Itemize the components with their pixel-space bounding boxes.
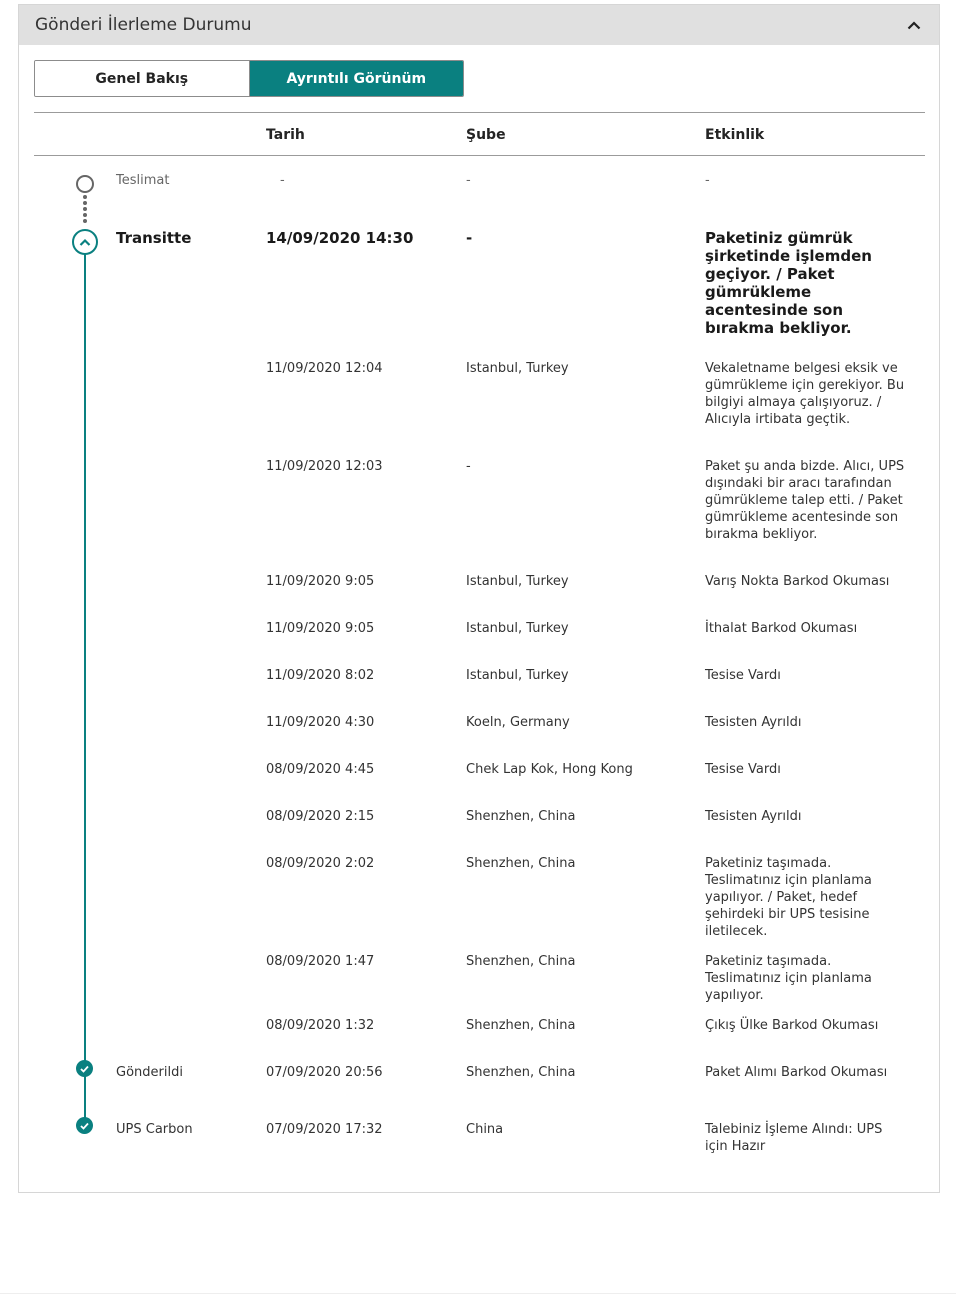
event-branch: - [466,459,471,474]
check-circle-icon [76,1060,93,1077]
event-activity: Talebiniz İşleme Alındı: UPS için Hazır [705,1122,883,1154]
column-activity: Etkinlik [705,127,765,143]
detail-view-button[interactable]: Ayrıntılı Görünüm [249,61,464,96]
event-date: 08/09/2020 1:47 [266,954,375,969]
event-branch: Shenzhen, China [466,809,576,824]
overview-button[interactable]: Genel Bakış [35,61,249,96]
event-activity: Paketiniz taşımada. Teslimatınız için planlama yapılıyor. / Paket, hedef şehirdeki bir UPS tesisine iletilecek. [705,856,872,939]
event-date: 07/09/2020 17:32 [266,1122,383,1137]
shipment-progress-card [18,4,940,1193]
step-label-shipped: Gönderildi [116,1065,183,1080]
event-activity: Vekaletname belgesi eksik ve gümrükleme için gerekiyor. Bu bilgiyi almaya çalışıyoruz. / Alıcıyla irtibata geçtik. [705,361,905,427]
event-branch: Shenzhen, China [466,1065,576,1080]
event-activity: Paket Alımı Barkod Okuması [705,1065,888,1080]
event-date: 14/09/2020 14:30 [266,229,414,247]
chevron-up-circle-icon[interactable] [72,229,98,255]
event-activity: Paketiniz gümrük şirketinde işlemden geçiyor. / Paket gümrükleme acentesinde son bırakma bekliyor. [705,229,872,337]
step-label-transit: Transitte [116,229,192,247]
event-branch: - [466,229,473,247]
event-branch: China [466,1122,504,1137]
event-date: 11/09/2020 4:30 [266,715,375,730]
column-date: Tarih [266,127,305,143]
step-label-label-created: UPS Carbon [116,1122,193,1137]
card-header[interactable] [19,5,939,45]
chevron-up-icon[interactable] [903,14,925,36]
table-top-divider [34,112,925,113]
timeline-dotted-connector [82,195,88,225]
event-activity: Varış Nokta Barkod Okuması [705,574,890,589]
column-branch: Şube [466,127,506,143]
card-title: Gönderi İlerleme Durumu [35,15,252,35]
event-activity: İthalat Barkod Okuması [705,621,858,636]
event-branch: Shenzhen, China [466,954,576,969]
event-activity: Tesise Vardı [705,762,781,777]
page-bottom-divider [0,1293,956,1294]
event-date: 08/09/2020 2:02 [266,856,375,871]
event-date: 11/09/2020 12:03 [266,459,383,474]
event-date: 07/09/2020 20:56 [266,1065,383,1080]
event-activity: Paketiniz taşımada. Teslimatınız için planlama yapılıyor. [705,954,872,1003]
event-date: - [280,173,285,188]
event-date: 08/09/2020 2:15 [266,809,375,824]
event-date: 08/09/2020 1:32 [266,1018,375,1033]
event-activity: - [705,173,710,188]
event-date: 11/09/2020 12:04 [266,361,383,376]
event-branch: Istanbul, Turkey [466,361,569,376]
event-branch: Chek Lap Kok, Hong Kong [466,762,633,777]
event-activity: Tesise Vardı [705,668,781,683]
event-branch: Shenzhen, China [466,1018,576,1033]
event-branch: Istanbul, Turkey [466,668,569,683]
event-activity: Tesisten Ayrıldı [705,715,802,730]
event-branch: Koeln, Germany [466,715,570,730]
pending-step-icon [76,175,94,193]
step-label-delivery: Teslimat [116,173,170,188]
timeline-line [84,253,86,1125]
event-activity: Çıkış Ülke Barkod Okuması [705,1018,879,1033]
check-circle-icon [76,1117,93,1134]
event-branch: Shenzhen, China [466,856,576,871]
event-activity: Paket şu anda bizde. Alıcı, UPS dışındaki bir aracı tarafından gümrükleme talep etti. / Paket gümrükleme acentesinde son bırakma bekliyor. [705,459,905,542]
event-branch: - [466,173,471,188]
event-activity: Tesisten Ayrıldı [705,809,802,824]
view-toggle [34,60,464,97]
event-branch: Istanbul, Turkey [466,574,569,589]
event-date: 11/09/2020 9:05 [266,621,375,636]
event-branch: Istanbul, Turkey [466,621,569,636]
event-date: 08/09/2020 4:45 [266,762,375,777]
table-header-divider [34,155,925,156]
event-date: 11/09/2020 8:02 [266,668,375,683]
event-date: 11/09/2020 9:05 [266,574,375,589]
